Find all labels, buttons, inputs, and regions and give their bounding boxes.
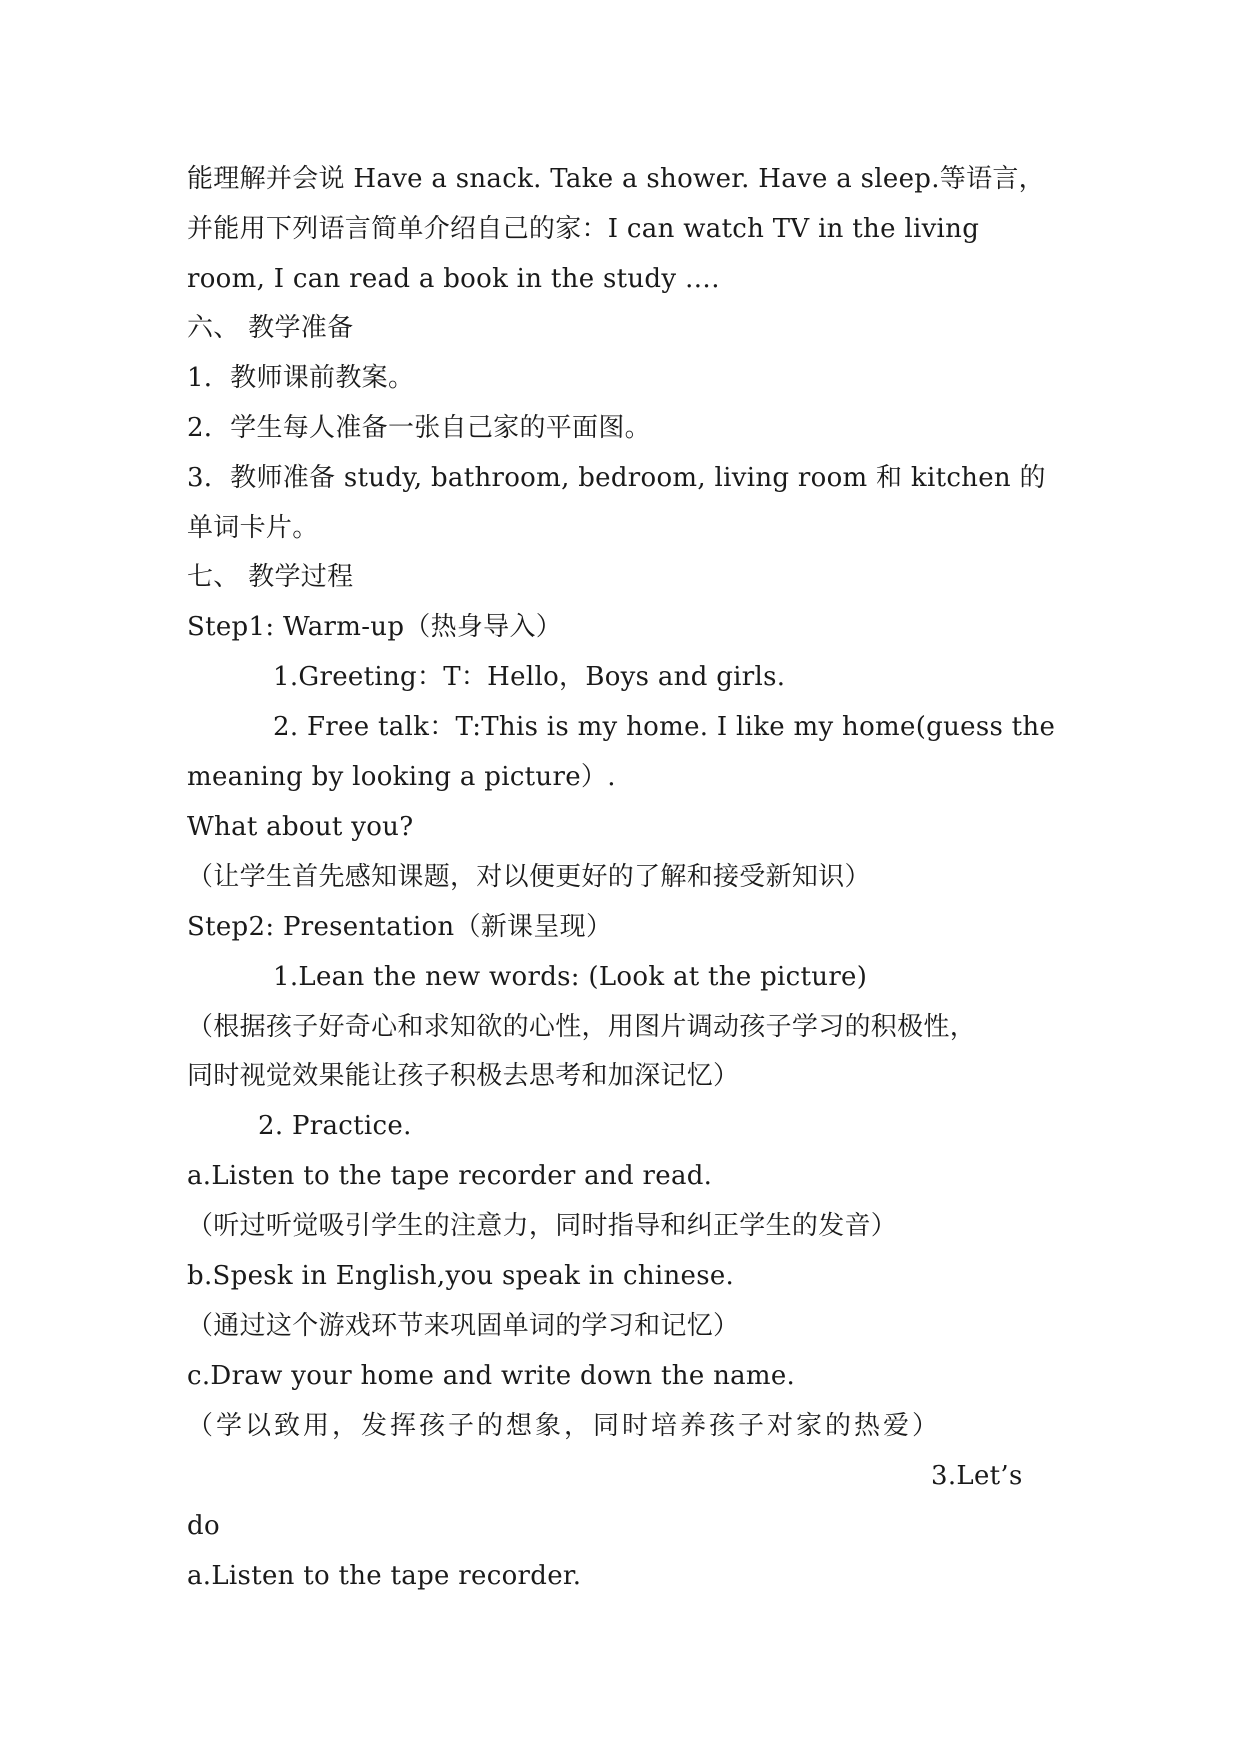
section-heading: 六、 教学准备 [187,313,354,343]
step-heading: Step2: Presentation（新课呈现） [187,912,613,942]
text-line: 2. Practice. [258,1111,412,1141]
text-line: 3.Let’s [931,1461,1023,1491]
text-line: （让学生首先感知课题，对以便更好的了解和接受新知识） [187,862,871,892]
text-line: 1.Greeting：T：Hello，Boys and girls. [273,662,786,692]
text-line: （通过这个游戏环节来巩固单词的学习和记忆） [187,1311,740,1341]
text-line: （根据孩子好奇心和求知欲的心性，用图片调动孩子学习的积极性， [187,1012,977,1042]
text-line: b.Spesk in English,you speak in chinese. [187,1261,735,1291]
text-line: meaning by looking a picture）. [187,762,616,792]
text-line: （听过听觉吸引学生的注意力，同时指导和纠正学生的发音） [187,1211,898,1241]
text-line: 单词卡片。 [187,513,319,543]
text-line: （学以致用，发挥孩子的想象，同时培养孩子对家的热爱） [187,1411,942,1441]
text-line: c.Draw your home and write down the name. [187,1361,796,1391]
text-line: 并能用下列语言简单介绍自己的家：I can watch TV in the living [187,214,980,244]
text-line: 3．教师准备 study, bathroom, bedroom, living room 和 kitchen 的 [187,463,1046,493]
section-heading: 七、 教学过程 [187,562,354,592]
text-line: What about you? [187,812,414,842]
text-line: a.Listen to the tape recorder and read. [187,1161,713,1191]
text-line: 能理解并会说 Have a snack. Take a shower. Have a sleep.等语言， [187,164,1045,194]
text-line: do [187,1511,220,1541]
text-line: 1．教师课前教案。 [187,363,415,393]
text-line: 同时视觉效果能让孩子积极去思考和加深记忆） [187,1061,740,1091]
step-heading: Step1: Warm-up（热身导入） [187,612,563,642]
text-line: 1.Lean the new words: (Look at the picture) [273,962,868,992]
text-line: room, I can read a book in the study …. [187,264,720,294]
text-line: a.Listen to the tape recorder. [187,1561,582,1591]
text-line: 2. Free talk：T:This is my home. I like my home(guess the [273,712,1056,742]
text-line: 2．学生每人准备一张自己家的平面图。 [187,413,651,443]
